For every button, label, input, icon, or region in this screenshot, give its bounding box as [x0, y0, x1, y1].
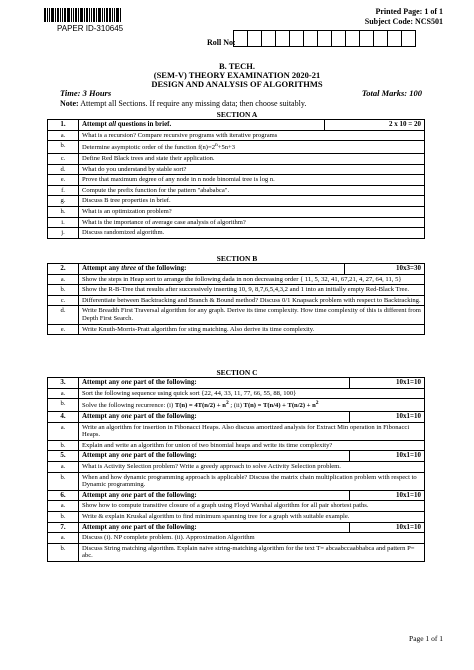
sub-question-text: What is Activity Selection problem? Write a greedy approach to solve Activity Selection problem. — [79, 461, 425, 472]
sub-question-text: What do you understand by stable sort? — [79, 164, 425, 175]
question-number: 2. — [48, 264, 79, 275]
sub-question-number: b. — [48, 440, 79, 451]
section-a-title: SECTION A — [216, 110, 258, 119]
question-number: 4. — [48, 411, 79, 422]
sub-question-number: d. — [48, 306, 79, 324]
question-instruction: Attempt all questions in brief. — [79, 120, 325, 131]
sub-question-number: a. — [48, 422, 79, 440]
roll-no-label: Roll No: — [207, 38, 236, 47]
roll-no-box[interactable] — [289, 30, 304, 47]
section-a-table — [47, 119, 425, 239]
roll-no-box[interactable] — [401, 30, 416, 47]
table-row — [48, 228, 425, 239]
sub-question-number: j. — [48, 228, 79, 239]
table-row — [48, 399, 425, 412]
table-row — [48, 153, 425, 164]
question-group-header — [48, 451, 425, 462]
exam-title: (SEM-V) THEORY EXAMINATION 2020-21 — [153, 70, 321, 80]
question-instruction: Attempt any one part of the following: — [79, 522, 350, 533]
roll-no-box[interactable] — [303, 30, 318, 47]
time-label: Time: 3 Hours — [60, 88, 112, 98]
question-group-header — [48, 411, 425, 422]
roll-no-box[interactable] — [317, 30, 332, 47]
sub-question-text: Discuss B tree properties in brief. — [79, 196, 425, 207]
section-b-title: SECTION B — [216, 254, 258, 263]
sub-question-text: Write Knuth-Morris-Pratt algorithm for sting matching. Also derive its time complexity. — [79, 324, 425, 335]
table-row — [48, 306, 425, 324]
sub-question-text: Compute the prefix function for the pattern "abababca". — [79, 185, 425, 196]
table-row — [48, 461, 425, 472]
sub-question-number: b. — [48, 285, 79, 296]
question-instruction: Attempt any one part of the following: — [79, 490, 350, 501]
sub-question-text: Solve the following recurrence: (i) $T(n) = 4T(n/2) + n^2$ ; (ii) $T(n) = T(n/4) + T(n/2) + n^2$ — [79, 399, 425, 412]
question-group-header — [48, 490, 425, 501]
table-row — [48, 164, 425, 175]
roll-no-boxes — [234, 30, 416, 47]
sub-question-number: a. — [48, 130, 79, 141]
roll-no-box[interactable] — [345, 30, 360, 47]
sub-question-number: h. — [48, 206, 79, 217]
table-row — [48, 295, 425, 306]
sub-question-number: f. — [48, 185, 79, 196]
sub-question-number: c. — [48, 295, 79, 306]
sub-question-text: Write Breadth First Traversal algorithm for any graph. Derive its time complexity. How time complexity of this is different from Depth First Search. — [79, 306, 425, 324]
page-footer: Page 1 of 1 — [409, 634, 443, 643]
table-row — [48, 533, 425, 544]
sub-question-text: What is the importance of average case analysis of algorithm? — [79, 217, 425, 228]
sub-question-number: e. — [48, 324, 79, 335]
roll-no-box[interactable] — [373, 30, 388, 47]
sub-question-number: b. — [48, 511, 79, 522]
sub-question-text: Show the steps in Heap sort to arrange the following dada in non decreasing order { 11, 5, 32, 41, 67,21, 4, 27, 64, 11, 5} — [79, 274, 425, 285]
sub-question-number: d. — [48, 164, 79, 175]
table-row — [48, 175, 425, 186]
table-row — [48, 196, 425, 207]
sub-question-text: Sort the following sequence using quick sort {22, 44, 33, 11, 77, 66, 55, 88, 100} — [79, 388, 425, 399]
table-row — [48, 501, 425, 512]
sub-question-number: b. — [48, 543, 79, 561]
question-marks: 10x1=10 — [349, 451, 424, 462]
sub-question-number: i. — [48, 217, 79, 228]
question-number: 6. — [48, 490, 79, 501]
paper-id: PAPER ID-310645 — [57, 24, 124, 33]
question-marks: 10x1=10 — [349, 378, 424, 389]
question-marks: 10x1=10 — [349, 411, 424, 422]
question-marks: 2 x 10 = 20 — [325, 120, 425, 131]
sub-question-text: Differentiate between Backtracking and Branch & Bound method? Discuss 0/1 Knapsack problem with respect to Backtracking. — [79, 295, 425, 306]
section-c-title: SECTION C — [216, 368, 258, 377]
printed-page-label: Printed Page: 1 of 1 — [375, 7, 443, 16]
table-row — [48, 472, 425, 490]
sub-question-text: Discuss (i). NP complete problem. (ii). Approximation Algorithm — [79, 533, 425, 544]
note-text: Attempt all Sections. If require any missing data; then choose suitably. — [78, 99, 307, 108]
table-row — [48, 185, 425, 196]
sub-question-number: g. — [48, 196, 79, 207]
degree-title: B. TECH. — [219, 61, 255, 71]
sub-question-text: Write & explain Kruskal algorithm to find minimum spanning tree for a graph with suitable example. — [79, 511, 425, 522]
sub-question-text: Discuss String matching algorithm. Explain naive string-matching algorithm for the text T= abcaabccaabbabca and pattern P= abc. — [79, 543, 425, 561]
sub-question-text: Determine asymptotic order of the function $f(n)=2^n+5n+3$ — [79, 141, 425, 154]
question-group-header — [48, 264, 425, 275]
sub-question-text: What is a recursion? Compare recursive programs with iterative programs — [79, 130, 425, 141]
table-row — [48, 141, 425, 154]
table-row — [48, 285, 425, 296]
table-row — [48, 206, 425, 217]
sub-question-number: a. — [48, 461, 79, 472]
sub-question-text: When and how dynamic programming approach is applicable? Discuss the matrix chain multiplication problem with respect to Dynamic programming. — [79, 472, 425, 490]
question-group-header — [48, 120, 425, 131]
paper-header — [0, 0, 474, 60]
subject-code: Subject Code: NCS501 — [364, 17, 443, 26]
table-row — [48, 388, 425, 399]
section-c-table — [47, 377, 425, 562]
course-title: DESIGN AND ANALYSIS OF ALGORITHMS — [151, 79, 323, 89]
question-marks: 10x1=10 — [349, 490, 424, 501]
sub-question-text: Prove that maximum degree of any node in n node binomial tree is log n. — [79, 175, 425, 186]
question-group-header — [48, 522, 425, 533]
roll-no-box[interactable] — [233, 30, 248, 47]
total-marks-label: Total Marks: 100 — [361, 88, 422, 98]
sub-question-text: What is an optimization problem? — [79, 206, 425, 217]
sub-question-text: Show how to compute transitive closure of a graph using Floyd Warshal algorithm for all pair shortest paths. — [79, 501, 425, 512]
roll-no-box[interactable] — [359, 30, 374, 47]
note-line — [60, 99, 306, 108]
sub-question-number: e. — [48, 175, 79, 186]
section-b-table — [47, 263, 425, 335]
table-row — [48, 217, 425, 228]
question-instruction: Attempt any three of the following: — [79, 264, 345, 275]
roll-no-box[interactable] — [275, 30, 290, 47]
sub-question-text: Write an algorithm for insertion in Fibonacci Heaps. Also discuss amortized analysis for Extract Min operation in Fibonacci Heaps. — [79, 422, 425, 440]
table-row — [48, 440, 425, 451]
table-row — [48, 422, 425, 440]
sub-question-text: Discuss randomized algorithm. — [79, 228, 425, 239]
question-number: 1. — [48, 120, 79, 131]
question-number: 7. — [48, 522, 79, 533]
question-instruction: Attempt any one part of the following: — [79, 451, 350, 462]
table-row — [48, 274, 425, 285]
sub-question-text: Explain and write an algorithm for union of two binomial heaps and write its time complexity? — [79, 440, 425, 451]
sub-question-number: a. — [48, 501, 79, 512]
table-row — [48, 130, 425, 141]
roll-no-box[interactable] — [261, 30, 276, 47]
sub-question-number: c. — [48, 153, 79, 164]
sub-question-number: b. — [48, 141, 79, 154]
note-label: Note: — [60, 99, 79, 108]
sub-question-text: Show the R-B-Tree that results after successively inserting 10, 9, 8,7,6,5,4,3,2 and 1 into an initially empty Red-Black Tree. — [79, 285, 425, 296]
table-row — [48, 511, 425, 522]
question-number: 3. — [48, 378, 79, 389]
sub-question-text: Define Red Black trees and state their application. — [79, 153, 425, 164]
table-row — [48, 543, 425, 561]
question-marks: 10x1=10 — [349, 522, 424, 533]
sub-question-number: b. — [48, 399, 79, 412]
roll-no-box[interactable] — [247, 30, 262, 47]
sub-question-number: a. — [48, 388, 79, 399]
table-row — [48, 324, 425, 335]
question-instruction: Attempt any one part of the following: — [79, 378, 350, 389]
sub-question-number: a. — [48, 533, 79, 544]
sub-question-number: a. — [48, 274, 79, 285]
question-marks: 10x3=30 — [345, 264, 425, 275]
roll-no-box[interactable] — [387, 30, 402, 47]
sub-question-number: b. — [48, 472, 79, 490]
question-instruction: Attempt any one part of the following: — [79, 411, 350, 422]
barcode — [44, 8, 139, 22]
question-number: 5. — [48, 451, 79, 462]
question-group-header — [48, 378, 425, 389]
roll-no-box[interactable] — [331, 30, 346, 47]
